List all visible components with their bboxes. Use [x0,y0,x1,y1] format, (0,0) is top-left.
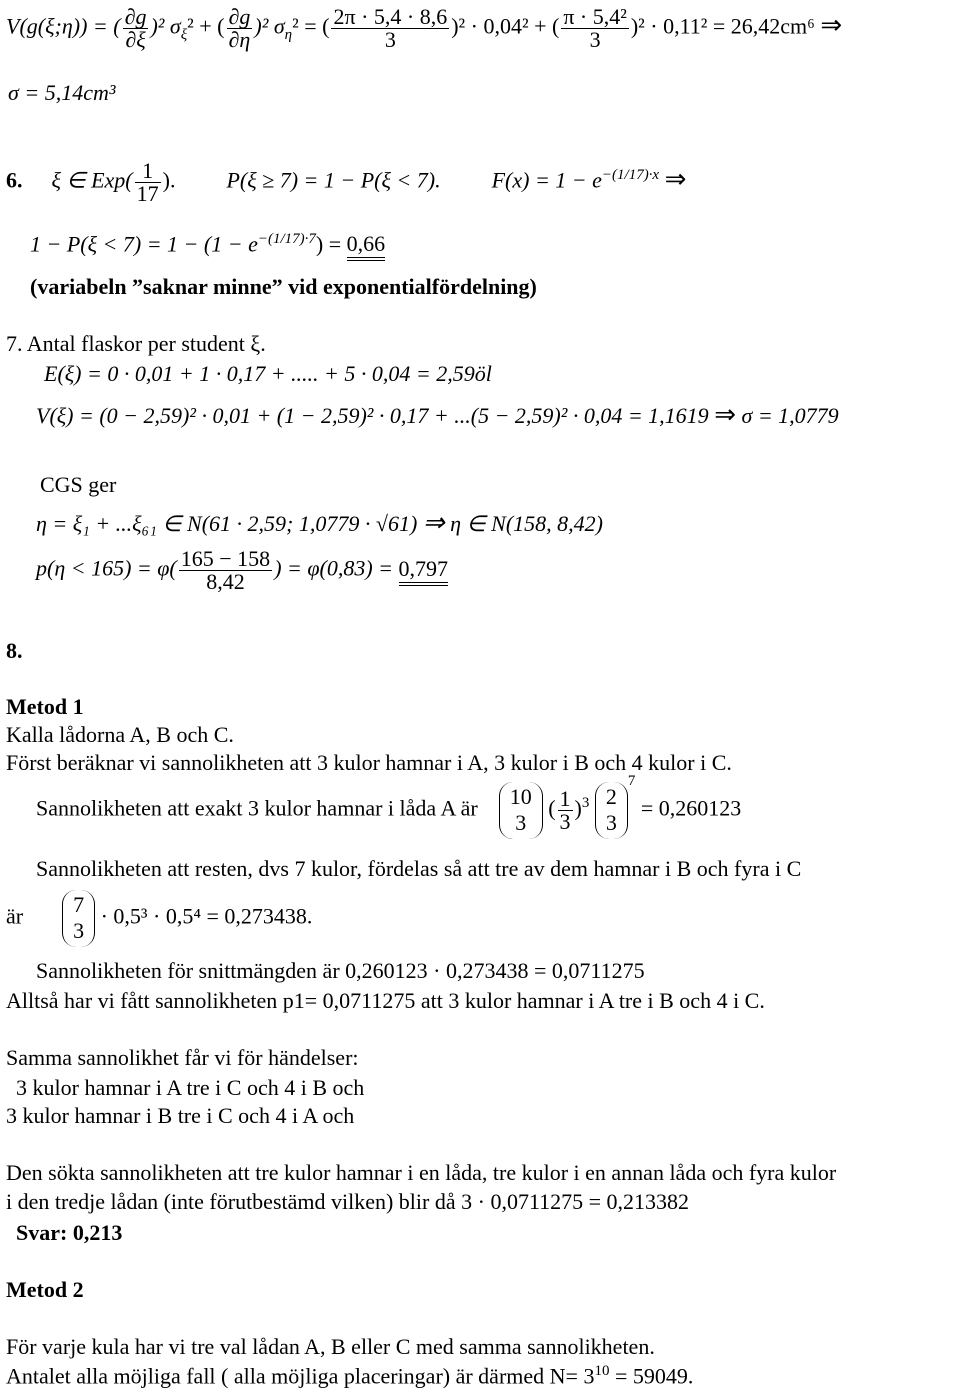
partial-g-eta: $\frac{\partial g}{\partial\eta}$ [228,4,251,52]
implies-arrow: ⇒ [422,508,445,537]
fraction-2: $\frac{\text{π · 5,4²}}{3}$ [563,4,627,52]
one-third: $\frac{1}{3}$ [559,785,571,834]
task8-line10: 3 kulor hamnar i B tre i C och 4 i A och [6,1103,355,1128]
task8-line13: För varje kula har vi tre val lådan A, B eller C med samma sannolikheten. [6,1334,655,1359]
task8-line9: 3 kulor hamnar i A tre i C och 4 i B och [16,1075,365,1100]
task8-line4: Sannolikheten att resten, dvs 7 kulor, fördelas så att tre av dem hamnar i B och fyra i C [36,856,802,881]
method2-heading: Metod 2 [6,1277,84,1302]
task8-line12: i den tredje lådan (inte förutbestämd vilken) blir då 3 · 0,0711275 = 0,213382 [6,1189,690,1214]
task8-line8: Samma sannolikhet får vi för händelser: [6,1045,359,1070]
implies-arrow: ⇒ [820,10,843,40]
task8-line5: är 7 3 · 0,5³ · 0,5⁴ = 0,273438. [6,890,312,947]
sigma-result: σ = 5,14cm³ [8,80,116,105]
implies-arrow: ⇒ [714,400,736,429]
variance-lhs: V(g(ξ;η)) = ( [6,13,121,39]
exp-rate-fraction: $\frac{1}{17}$ [136,158,159,206]
task8-line1: Kalla lådorna A, B och C. [6,722,234,747]
binomial-10-3: 10 3 [499,782,543,839]
method1-heading: Metod 1 [6,694,84,719]
task6-number: 6. [6,167,23,193]
variance-formula: V(g(ξ;η)) = ( $\frac{\partial g}{\partial\xi}$ )² $\sigma_\xi^2$ + ( $\frac{\partial g}{\partial\eta}$ )² $\sigma_\eta^2$ = ( $\frac{2\pi \cdot 5,4 \cdot 8,6}{3}$ )² · 0,04² + ( $\frac{\text{π · 5,4²}}{3}$ )² · 0,11² = 26,42cm⁶ ⇒ [6,4,843,52]
binomial-7-3: 7 3 [62,890,95,947]
implies-arrow: ⇒ [664,164,687,194]
task8-line6: Sannolikheten för snittmängden är 0,260123 · 0,273438 = 0,0711275 [36,958,645,983]
fraction-1: $\frac{2\pi \cdot 5,4 \cdot 8,6}{3}$ [333,4,448,52]
task8-number: 8. [6,638,23,663]
task6-result: 0,66 [347,231,386,261]
task7-variance: V(ξ) = (0 − 2,59)² · 0,01 + (1 − 2,59)² · 0,17 + ...(5 − 2,59)² · 0,04 = 1,1619 ⇒ σ = 1,0779 [36,400,839,429]
task6-note: (variabeln ”saknar minne” vid exponentialfördelning) [30,274,537,299]
task8-line3: Sannolikheten att exakt 3 kulor hamnar i låda A är 10 3 ( $\frac{1}{3}$ )$^3$ 2 3 $^7$ = 0,260123 [36,782,741,839]
task8-line7: Alltså har vi fått sannolikheten p1= 0,0711275 att 3 kulor hamnar i A tre i B och 4 i C. [6,988,765,1013]
task7-heading: 7. Antal flaskor per student ξ. [6,331,266,356]
answer: Svar: 0,213 [16,1220,123,1245]
task6-line1: 6. ξ ∈ Exp( $\frac{1}{17}$ ). P(ξ ≥ 7) = 1 − P(ξ < 7). $F(x) = 1 - e^{-(1/17)\cdot x}$ ⇒ [6,158,687,206]
two-thirds-power: 2 3 [595,782,628,839]
task8-line14: Antalet alla möjliga fall ( alla möjliga placeringar) är därmed $N= 3^{10} = 59049$. [6,1363,694,1389]
task7-result: 0,797 [399,556,449,586]
task8-line2: Först beräknar vi sannolikheten att 3 kulor hamnar i A, 3 kulor i B och 4 kulor i C. [6,750,732,775]
standardize-fraction: $\frac{165 - 158}{8,42}$ [180,546,271,594]
task6-line2: $1 - P(\xi < 7) = 1 - (1 - e^{-(1/17)\cdot 7}) = 0,66$ [30,232,385,255]
task8-line11: Den sökta sannolikheten att tre kulor hamnar i en låda, tre kulor i en annan låda och fyra kulor [6,1160,837,1185]
task7-expectation: E(ξ) = 0 · 0,01 + 1 · 0,17 + ..... + 5 · 0,04 = 2,59öl [44,361,492,386]
task7-probability: p(η < 165) = φ( $\frac{165 - 158}{8,42}$ ) = φ(0,83) = 0,797 [36,546,449,594]
cgs-label: CGS ger [40,472,117,497]
eta-distribution: η = ξ₁ + ...ξ₆₁ ∈ N(61 · 2,59; 1,0779 · √61) ⇒ η ∈ N(158, 8,42) [36,508,603,537]
partial-g-xi: $\frac{\partial g}{\partial\xi}$ [124,4,147,52]
